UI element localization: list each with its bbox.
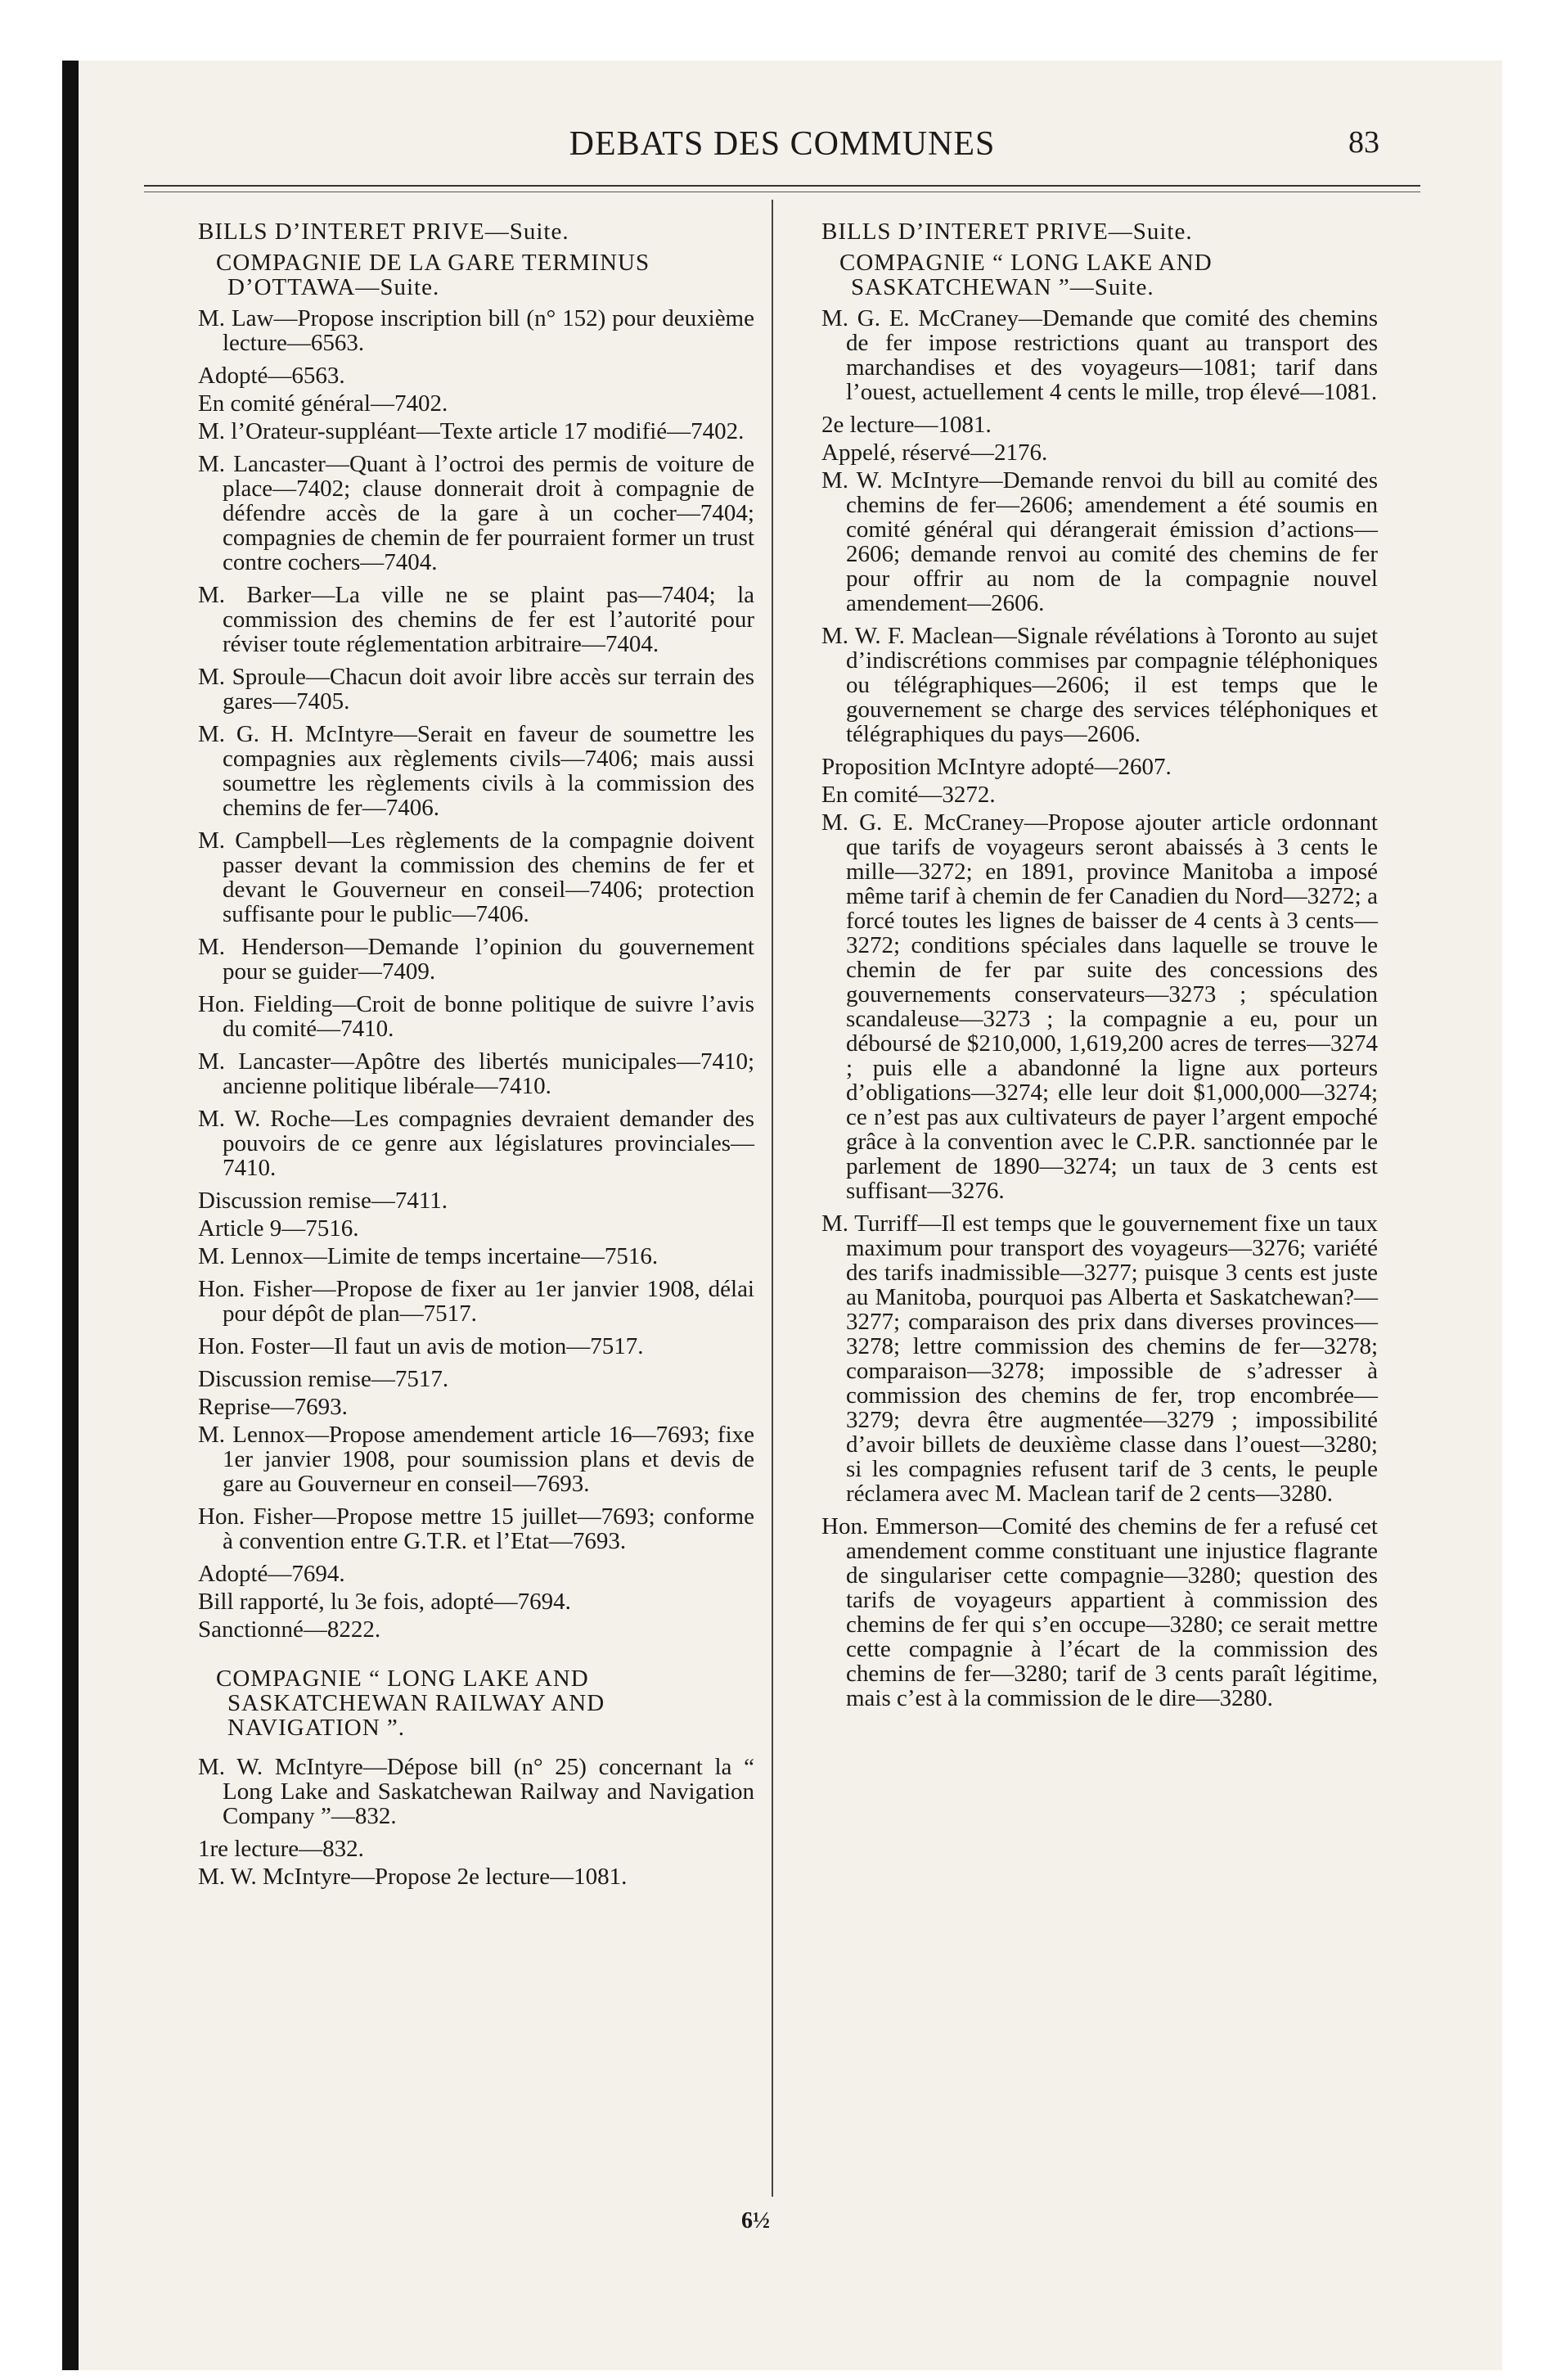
section-heading: BILLS D’INTERET PRIVE—Suite. [198,219,569,245]
index-line: Sanctionné—8222. [198,1616,381,1643]
index-entry: M. l’Orateur-suppléant—Texte article 17 modifié—7402. [198,418,745,444]
page-title: DEBATS DES COMMUNES [569,125,996,163]
index-line: Reprise—7693. [198,1394,348,1420]
section-heading: BILLS D’INTERET PRIVE—Suite. [821,219,1193,245]
index-line: Discussion remise—7411. [198,1188,448,1214]
index-line: En comité—3272. [821,782,996,808]
index-entry: M. Lancaster—Quant à l’octroi des permis de voiture de place—7402; clause donnerait droit à compagnie de défendre accès de la gare à un cocher—7404; compagnies de chemin de fer pourraient former un trust contre cochers—7404. [198,451,754,575]
signature-mark: 6½ [741,2208,770,2234]
index-line: 1re lecture—832. [198,1836,364,1862]
index-entry: M. Lancaster—Apôtre des libertés municipales—7410; ancienne politique libérale—7410. [198,1048,754,1099]
subsection-heading: COMPAGNIE DE LA GARE TERMINUS D’OTTAWA—Suite. [216,250,650,300]
page-number: 83 [1348,125,1379,160]
index-entry: Hon. Foster—Il faut un avis de motion—7517. [198,1333,644,1359]
index-entry: M. W. McIntyre—Propose 2e lecture—1081. [198,1864,628,1890]
index-entry: M. G. E. McCraney—Demande que comité des chemins de fer impose restrictions quant au transport des marchandises et des voyageurs—1081; tarif dans l’ouest, actuellement 4 cents le mille, trop élevé—1081. [821,305,1378,405]
header-rule [144,185,1420,187]
page [79,61,1486,2370]
index-line: Adopté—7694. [198,1561,345,1587]
index-line: 2e lecture—1081. [821,412,992,438]
index-line: Bill rapporté, lu 3e fois, adopté—7694. [198,1589,571,1615]
index-entry: Hon. Emmerson—Comité des chemins de fer a refusé cet amendement comme constituant une injustice flagrante de singulariser cette compagnie—3280; question des tarifs de voyageurs appartient à commission des chemins de fer qui s’en occupe—3280; ce serait mettre cette compagnie à l’écart de la commission des chemins de fer—3280; tarif de 3 cents paraît légitime, mais c’est à la commission de le dire—3280. [821,1513,1378,1711]
index-entry: M. Henderson—Demande l’opinion du gouvernement pour se guider—7409. [198,934,754,985]
index-entry: M. Lennox—Propose amendement article 16—7693; fixe 1er janvier 1908, pour soumission plans et devis de gare au Gouverneur en conseil—7693. [198,1422,754,1497]
column-divider [772,200,773,2197]
right-column [821,219,1378,1719]
index-entry: M. Turriff—Il est temps que le gouvernement fixe un taux maximum pour transport des voyageurs—3276; variété des tarifs inadmissible—3277; puisque 3 cents est juste au Manitoba, pourquoi pas Alberta et Saskatchewan?—3277; comparaison des prix dans diverses provinces—3278; lettre commission des chemins de fer—3278; comparaison—3278; impossible de s’adresser à commission des chemins de fer, trop encombrée—3279; devra être augmentée—3279 ; impossibilité d’avoir billets de deuxième classe dans l’ouest—3280; si les compagnies refusent tarif de 3 cents, le peuple réclamera avec M. Maclean tarif de 2 cents—3280. [821,1210,1378,1507]
index-entry: Hon. Fielding—Croit de bonne politique de suivre l’avis du comité—7410. [198,991,754,1042]
index-entry: M. W. McIntyre—Demande renvoi du bill au comité des chemins de fer—2606; amendement a été soumis en comité général qui dérangerait émission d’actions—2606; demande renvoi au comité des chemins de fer pour offrir au nom de la compagnie nouvel amendement—2606. [821,467,1378,616]
index-line: En comité général—7402. [198,390,448,417]
index-entry: M. G. H. McIntyre—Serait en faveur de soumettre les compagnies aux règlements civils—7406; mais aussi soumettre les règlements civils à la commission des chemins de fer—7406. [198,721,754,821]
subsection-heading: COMPAGNIE “ LONG LAKE AND SASKATCHEWAN ”—Suite. [839,250,1213,300]
index-line: Appelé, réservé—2176. [821,439,1048,466]
index-entry: M. Sproule—Chacun doit avoir libre accès sur terrain des gares—7405. [198,664,754,714]
index-entry: M. W. McIntyre—Dépose bill (n° 25) concernant la “ Long Lake and Saskatchewan Railway and Navigation Company ”—832. [198,1754,754,1829]
index-line: Proposition McIntyre adopté—2607. [821,754,1172,780]
left-column [198,219,754,1897]
index-entry: M. Campbell—Les règlements de la compagnie doivent passer devant la commission des chemins de fer et devant le Gouverneur en conseil—7406; protection suffisante pour le public—7406. [198,827,754,927]
index-entry: M. Barker—La ville ne se plaint pas—7404; la commission des chemins de fer est l’autorité pour réviser toute réglementation arbitraire—7404. [198,582,754,657]
index-entry: M. Lennox—Limite de temps incertaine—7516. [198,1243,659,1269]
index-entry: M. W. F. Maclean—Signale révélations à Toronto au sujet d’indiscrétions commises par compagnie téléphoniques ou télégraphiques—2606; il est temps que le gouvernement se charge des services téléphoniques et télégraphiques du pays—2606. [821,623,1378,747]
index-entry: M. Law—Propose inscription bill (n° 152) pour deuxième lecture—6563. [198,305,754,356]
index-entry: M. G. E. McCraney—Propose ajouter article ordonnant que tarifs de voyageurs seront abaissés à 3 cents le mille—3272; en 1891, province Manitoba a imposé même tarif à chemin de fer Canadien du Nord—3272; a forcé toutes les lignes de baisser de 4 cents à 3 cents—3272; conditions spéciales dans laquelle se trouve le chemin de fer par suite des concessions des gouvernements conservateurs—3273 ; spéculation scandaleuse—3273 ; la compagnie a eu, pour un déboursé de $210,000, 1,619,200 acres de terres—3274 ; puis elle a abandonné la ligne aux porteurs d’obligations—3274; elle leur doit $1,000,000—3274; ce n’est pas aux cultivateurs de payer l’argent empoché grâce à la convention avec le C.P.R. sanctionnée par le parlement de 1890—3274; un taux de 3 cents est suffisant—3276. [821,809,1378,1204]
index-line: Article 9—7516. [198,1215,359,1242]
index-line: Adopté—6563. [198,363,345,389]
index-line: Discussion remise—7517. [198,1366,449,1392]
subsection-heading: COMPAGNIE “ LONG LAKE AND SASKATCHEWAN RAILWAY AND NAVIGATION ”. [216,1666,605,1741]
index-entry: M. W. Roche—Les compagnies devraient demander des pouvoirs de ce genre aux législatures provinciales—7410. [198,1106,754,1181]
index-entry: Hon. Fisher—Propose mettre 15 juillet—7693; conforme à convention entre G.T.R. et l’Etat—7693. [198,1503,754,1554]
index-entry: Hon. Fisher—Propose de fixer au 1er janvier 1908, délai pour dépôt de plan—7517. [198,1276,754,1327]
